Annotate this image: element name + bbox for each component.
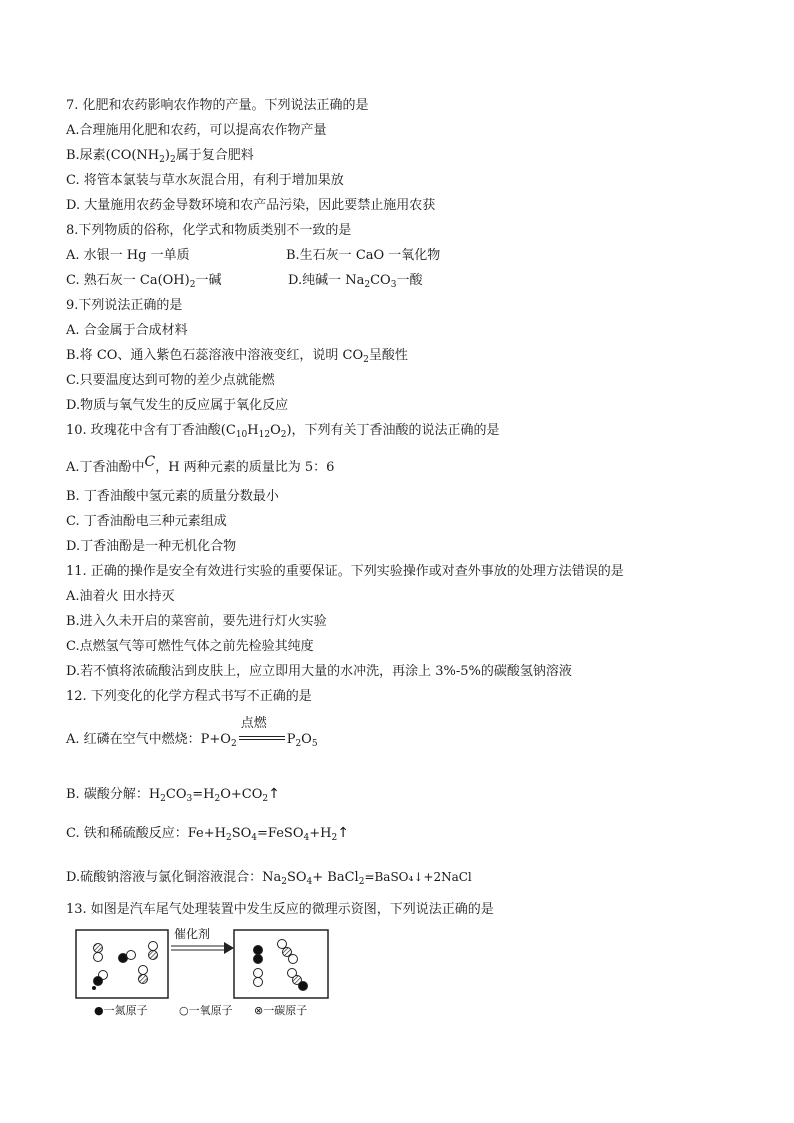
q7-option-a: A.合理施用化肥和农药，可以提高农作物产量 (66, 123, 327, 138)
q8-stem: 8.下列物质的俗称，化学式和物质类别不一致的是 (66, 223, 352, 238)
q7-stem: 7. 化肥和农药影响农作物的产量。下列说法正确的是 (66, 98, 369, 113)
q7-option-b: B.尿素($CO(NH_2)_2$属于复合肥料 (66, 148, 254, 165)
reaction-condition: 点燃 (237, 731, 287, 749)
q11-option-b: B.进入久未开启的菜窖前，要先进行灯火实验 (66, 614, 327, 629)
q9-option-c: C.只要温度达到可物的差少点就能燃 (66, 373, 275, 388)
reaction-arrow-icon (224, 942, 234, 954)
q12-option-b: B. 碳酸分解：$H_2CO_3=H_2O+CO_2↑$ (66, 786, 280, 804)
q12-option-a: A. 红磷在空气中燃烧：$P+O_2$ 点燃 $P_2O_5$ (66, 716, 318, 749)
q11-option-a: A.油着火 田水持灭 (66, 589, 175, 604)
q10-stem: 10. 玫瑰花中含有丁香油酸$(C_{10}H_{12}O_2)$，下列有关丁香油酸的说法正确的是 (66, 423, 500, 440)
q12-option-d: D.硫酸钠溶液与氯化铜溶液混合：$Na_2SO_4+$ BaCl$_2$=BaSO₄↓+2NaCl (66, 870, 472, 887)
q9-option-a: A. 合金属于合成材料 (66, 323, 188, 338)
gas-arrow-icon: ↑ (337, 825, 349, 841)
q11-option-d: D.若不慎将浓硫酸沾到皮肤上，应立即用大量的水冲洗，再涂上 3%-5%的碳酸氢钠溶液 (66, 664, 572, 679)
q8-option-b: B.生石灰一 CaO 一氧化物 (286, 248, 441, 263)
catalyst-label: 催化剂 (174, 928, 211, 941)
legend-oxygen: ○一氧原子 (179, 1004, 233, 1017)
gas-arrow-icon: ↑ (268, 786, 280, 802)
q10-option-d: D.丁香油酚是一种无机化合物 (66, 539, 237, 554)
q13-stem: 13. 如图是汽车尾气处理装置中发生反应的微理示资图，下列说法正确的是 (66, 902, 494, 917)
q12-stem: 12. 下列变化的化学方程式书写不正确的是 (66, 689, 312, 704)
q7-option-c: C. 将管本氯装与草水灰混合用，有利于增加果放 (66, 173, 344, 188)
q10-option-a: A.丁香油酚中C，H 两种元素的质量比为 5：6 (66, 454, 335, 475)
q9-option-d: D.物质与氧气发生的反应属于氧化反应 (66, 398, 289, 413)
q11-stem: 11. 正确的操作是安全有效进行实验的重要保证。下列实验操作或对查外事放的处理方法错误的是 (66, 564, 624, 579)
q8-option-c: C. 熟石灰一 $Ca(OH)_2$一碱 (66, 273, 222, 290)
q7-option-d: D. 大量施用农药金导数环境和农产品污染，因此要禁止施用农获 (66, 198, 436, 213)
reaction-diagram (74, 928, 334, 1020)
legend-nitrogen: ●一氮原子 (94, 1004, 148, 1017)
q10-option-b: B. 丁香油酸中氢元素的质量分数最小 (66, 489, 279, 504)
q9-stem: 9.下列说法正确的是 (66, 298, 183, 313)
q9-option-b: B.将 CO、通入紫色石蕊溶液中溶液变红，说明 $CO_2$呈酸性 (66, 348, 408, 365)
legend-carbon: ⊗一碳原子 (254, 1004, 308, 1017)
reactants-box (76, 930, 168, 998)
q8-option-d: D.纯碱一 $Na_2CO_3$一酸 (288, 273, 423, 290)
q10-option-c: C. 丁香油酚电三种元素组成 (66, 514, 227, 529)
q8-option-a: A. 水银一 Hg 一单质 (66, 248, 190, 263)
q12-option-c: C. 铁和稀硫酸反应：$Fe+H_2SO_4=FeSO_4+H_2↑$ (66, 825, 349, 843)
q11-option-c: C.点燃氢气等可燃性气体之前先检验其纯度 (66, 639, 314, 654)
